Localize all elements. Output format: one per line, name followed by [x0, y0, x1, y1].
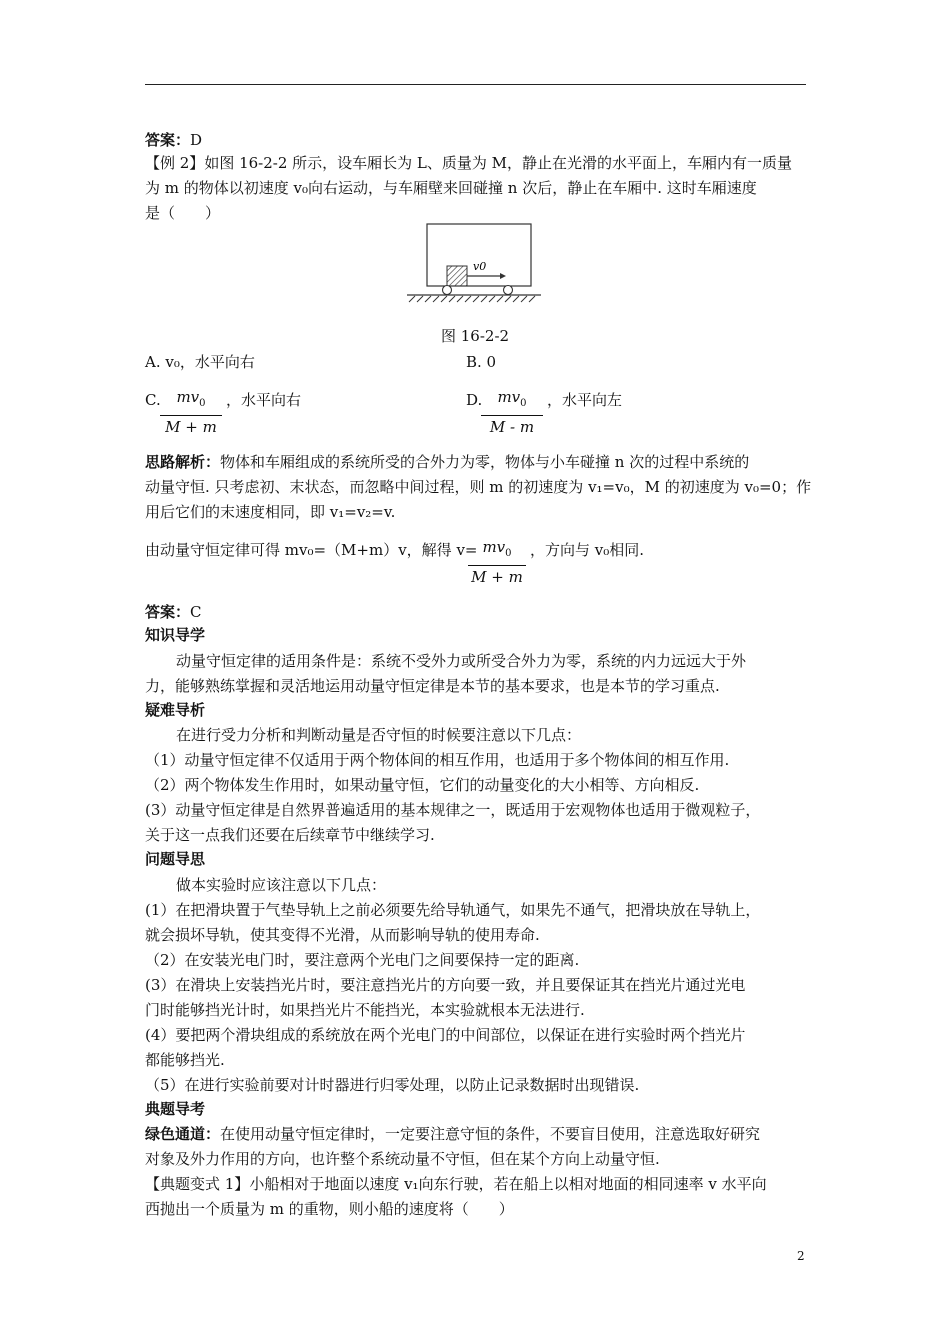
example-2-line-2: 为 m 的物体以初速度 v₀向右运动，与车厢壁来回碰撞 n 次后，静止在车厢中. 这时车厢速度 — [145, 179, 757, 197]
analysis-line-4b: ，方向与 v₀相同. — [530, 541, 645, 559]
difficulty-intro: 在进行受力分析和判断动量是否守恒的时候要注意以下几点： — [176, 726, 582, 744]
variant-1-line-2: 西抛出一个质量为 m 的重物，则小船的速度将（ ） — [145, 1200, 514, 1218]
page-number: 2 — [797, 1249, 805, 1263]
header-rule — [145, 84, 806, 85]
knowledge-line-1: 动量守恒定律的适用条件是：系统不受外力或所受合外力为零，系统的内力远远大于外 — [176, 652, 747, 670]
option-b: B. 0 — [466, 353, 497, 371]
wheel-left — [443, 286, 452, 295]
fraction-d: $\frac{mv_0}{M - m}$ — [481, 386, 543, 438]
variant-1-line-1: 【典题变式 1】小船相对于地面以速度 v₁向东行驶，若在船上以相对地面的相同速率 v 水平向 — [145, 1175, 767, 1193]
car-diagram — [405, 222, 545, 304]
thinking-item-4: (4）要把两个滑块组成的系统放在两个光电门的中间部位，以保证在进行实验时两个挡光片 — [145, 1026, 746, 1044]
section-knowledge: 知识导学 — [145, 626, 206, 644]
car-body — [427, 224, 531, 286]
difficulty-item-2: （2）两个物体发生作用时，如果动量守恒，它们的动量变化的大小相等、方向相反. — [145, 776, 700, 794]
answer-line-1: 答案：D — [145, 131, 203, 149]
option-c-text: ，水平向右 — [226, 391, 302, 409]
analysis-line-4a: 由动量守恒定律可得 mv₀=（M+m）v，解得 v= — [145, 541, 478, 559]
section-typical: 典题导考 — [145, 1100, 206, 1118]
thinking-item-4-cont: 都能够挡光. — [145, 1051, 225, 1069]
figure-caption: 图 16-2-2 — [441, 327, 510, 345]
thinking-item-1-cont: 就会损坏导轨，使其变得不光滑，从而影响导轨的使用寿命. — [145, 926, 540, 944]
analysis-line-3: 用后它们的末速度相同，即 v₁=v₂=v. — [145, 503, 396, 521]
example-2-line-3: 是（ ） — [145, 204, 221, 222]
example-2-line-1: 【例 2】如图 16-2-2 所示，设车厢长为 L、质量为 M，静止在光滑的水平面上，车厢内有一质量 — [145, 154, 793, 172]
thinking-item-1: (1）在把滑块置于气垫导轨上之前必须要先给导轨通气，如果先不通气，把滑块放在导轨上， — [145, 901, 761, 919]
thinking-item-3: (3）在滑块上安装挡光片时，要注意挡光片的方向要一致，并且要保证其在挡光片通过光电 — [145, 976, 746, 994]
thinking-item-5: （5）在进行实验前要对计时器进行归零处理，以防止记录数据时出现错误. — [145, 1076, 640, 1094]
green-channel-line-2: 对象及外力作用的方向，也许整个系统动量不守恒，但在某个方向上动量守恒. — [145, 1150, 660, 1168]
answer-line-2: 答案：C — [145, 603, 202, 621]
thinking-item-3-cont: 门时能够挡光计时，如果挡光片不能挡光，本实验就根本无法进行. — [145, 1001, 585, 1019]
section-difficulty: 疑难导析 — [145, 701, 206, 719]
analysis-line-2: 动量守恒. 只考虑初、末状态，而忽略中间过程，则 m 的初速度为 v₁=v₀，M 的初速度为 v₀=0；作 — [145, 478, 812, 496]
green-channel-line-1: 绿色通道：在使用动量守恒定律时，一定要注意守恒的条件，不要盲目使用，注意选取好研究 — [145, 1125, 761, 1143]
difficulty-item-3: (3）动量守恒定律是自然界普遍适用的基本规律之一，既适用于宏观物体也适用于微观粒子， — [145, 801, 761, 819]
difficulty-item-3-cont: 关于这一点我们还要在后续章节中继续学习. — [145, 826, 435, 844]
fraction-solution: $\frac{mv_0}{M + m}$ — [468, 536, 526, 588]
velocity-label: v0 — [473, 260, 487, 273]
thinking-item-2: （2）在安装光电门时，要注意两个光电门之间要保持一定的距离. — [145, 951, 580, 969]
option-c-label: C. — [145, 391, 161, 409]
fraction-c: $\frac{mv_0}{M + m}$ — [160, 386, 222, 438]
knowledge-line-2: 力，能够熟练掌握和灵活地运用动量守恒定律是本节的基本要求，也是本节的学习重点. — [145, 677, 720, 695]
block — [447, 266, 467, 286]
option-d-text: ，水平向左 — [547, 391, 623, 409]
option-d-label: D. — [466, 391, 483, 409]
thinking-intro: 做本实验时应该注意以下几点： — [176, 876, 387, 894]
option-a: A. v₀，水平向右 — [145, 353, 255, 371]
section-thinking: 问题导思 — [145, 850, 206, 868]
wheel-right — [504, 286, 513, 295]
difficulty-item-1: （1）动量守恒定律不仅适用于两个物体间的相互作用，也适用于多个物体间的相互作用. — [145, 751, 730, 769]
analysis-line-1: 思路解析：物体和车厢组成的系统所受的合外力为零，物体与小车碰撞 n 次的过程中系统的 — [145, 453, 750, 471]
